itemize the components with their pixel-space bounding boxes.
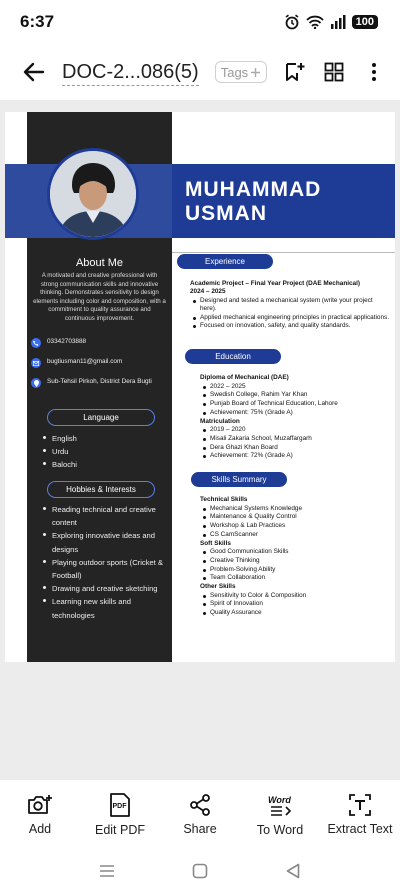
status-bar (0, 0, 400, 44)
list-item: Punjab Board of Technical Education, Lahore (200, 400, 390, 409)
hobbies-list (43, 503, 163, 622)
education-section (200, 374, 390, 461)
add-label: Add (28, 822, 52, 836)
experience-heading: Experience (177, 254, 273, 269)
plus-icon (250, 67, 261, 78)
list-item: 2019 – 2020 (200, 426, 390, 435)
extract-text-label: Extract Text (327, 822, 393, 836)
person-silhouette-icon (50, 151, 136, 237)
list-item: Quality Assurance (200, 609, 390, 618)
phone-icon (31, 338, 41, 348)
navigation-bar (0, 850, 400, 892)
to-word-label: To Word (256, 823, 304, 837)
education-title: Matriculation (200, 417, 240, 425)
list-item: CS CamScanner (200, 531, 390, 540)
about-text: A motivated and creative professional with strong communication skills and innovative thinking. Demonstrates sensitivity to design elements including color and composition, with a commitment to quality assurance and continuous improvement. (33, 272, 166, 322)
battery-icon: 100 (352, 15, 378, 29)
email-icon (31, 358, 41, 368)
arrow-left-icon (23, 62, 45, 82)
home-button[interactable] (190, 861, 210, 881)
contact-phone (31, 338, 86, 348)
pdf-file-icon (109, 793, 131, 817)
list-item: Drawing and creative sketching (43, 582, 163, 595)
language-list (43, 432, 163, 471)
signal-icon (330, 15, 346, 29)
top-actions (280, 58, 388, 86)
email-address: bugtiusman11@gmail.com (47, 358, 123, 365)
svg-text:PDF: PDF (112, 803, 127, 810)
contact-email (31, 358, 122, 368)
top-bar (0, 44, 400, 100)
recent-apps-button[interactable] (97, 861, 117, 881)
list-item: Creative Thinking (200, 557, 390, 566)
profile-photo (47, 148, 139, 240)
list-item: Dera Ghazi Khan Board (200, 444, 390, 453)
more-vertical-icon (371, 62, 377, 82)
address-text: Sub-Tehsil Pirkoh, District Dera Bugti (47, 378, 152, 385)
education-heading: Education (185, 349, 281, 364)
text-scan-icon (349, 794, 371, 816)
list-item: Applied mechanical engineering principles in practical applications. (190, 314, 390, 322)
back-nav-button[interactable] (283, 861, 303, 881)
list-item: Problem-Solving Ability (200, 566, 390, 575)
language-heading: Language (47, 409, 155, 426)
add-button[interactable] (0, 780, 80, 850)
share-icon (189, 794, 211, 816)
share-button[interactable] (160, 780, 240, 850)
experience-section (190, 280, 390, 330)
svg-text:Word: Word (268, 795, 291, 805)
location-pin-icon (31, 378, 41, 388)
share-label: Share (183, 822, 217, 836)
tags-button[interactable] (215, 61, 267, 83)
list-item: English (43, 432, 163, 445)
list-item: Team Collaboration (200, 574, 390, 583)
list-item: Mechanical Systems Knowledge (200, 505, 390, 514)
name-last: USMAN (185, 202, 267, 225)
back-button[interactable] (20, 58, 48, 86)
list-item: Spirit of Innovation (200, 600, 390, 609)
list-item: Good Communication Skills (200, 548, 390, 557)
list-item: Learning new skills and technologies (43, 595, 163, 621)
more-options-button[interactable] (360, 58, 388, 86)
skills-heading: Skills Summary (191, 472, 287, 487)
wifi-icon (306, 15, 324, 29)
tags-label: Tags (220, 64, 249, 80)
home-square-icon (192, 863, 208, 879)
list-item: 2022 – 2025 (200, 383, 390, 392)
skills-group-title: Other Skills (200, 583, 236, 591)
name-first: MUHAMMAD (185, 178, 322, 201)
status-icons (284, 14, 378, 30)
about-heading: About Me (75, 257, 124, 269)
list-item: Designed and tested a mechanical system (write your project here). (190, 297, 390, 314)
list-item: Misali Zakaria School, Muzaffargarh (200, 435, 390, 444)
contact-address (31, 378, 161, 388)
edit-pdf-button[interactable] (80, 780, 160, 850)
extract-text-button[interactable] (320, 780, 400, 850)
skills-group-title: Soft Skills (200, 539, 231, 547)
list-item: Urdu (43, 445, 163, 458)
list-item: Swedish College, Rahim Yar Khan (200, 391, 390, 400)
skills-section (200, 496, 390, 618)
list-item: Achievement: 75% (Grade A) (200, 409, 390, 418)
list-item: Balochi (43, 458, 163, 471)
menu-icon (99, 864, 115, 878)
list-item: Workshop & Lab Practices (200, 522, 390, 531)
resume-page (5, 112, 395, 662)
document-viewer[interactable] (0, 100, 400, 780)
grid-view-button[interactable] (320, 58, 348, 86)
education-title: Diploma of Mechanical (DAE) (200, 374, 289, 381)
back-triangle-icon (286, 863, 300, 879)
edit-pdf-label: Edit PDF (94, 823, 145, 837)
alarm-icon (284, 14, 300, 30)
grid-icon (324, 62, 344, 82)
list-item: Exploring innovative ideas and designs (43, 529, 163, 555)
list-item: Reading technical and creative content (43, 503, 163, 529)
status-time: 6:37 (20, 12, 55, 31)
bookmark-add-button[interactable] (280, 58, 308, 86)
hobbies-heading: Hobbies & Interests (47, 481, 155, 498)
experience-title: Academic Project – Final Year Project (DAE Mechanical) (190, 280, 361, 287)
word-file-icon (267, 793, 293, 817)
list-item: Achievement: 72% (Grade A) (200, 452, 390, 461)
bookmark-add-icon (283, 61, 305, 83)
list-item: Maintenance & Quality Control (200, 513, 390, 522)
list-item: Playing outdoor sports (Cricket & Football) (43, 556, 163, 582)
document-title[interactable]: DOC-2...086(5) (62, 59, 199, 86)
camera-add-icon (27, 794, 53, 816)
phone-number: 03342703888 (47, 338, 87, 345)
bottom-toolbar (0, 780, 400, 850)
to-word-button[interactable] (240, 780, 320, 850)
list-item: Sensitivity to Color & Composition (200, 592, 390, 601)
experience-dates: 2024 – 2025 (190, 288, 226, 296)
skills-group-title: Technical Skills (200, 496, 248, 503)
list-item: Focused on innovation, safety, and quality standards. (190, 322, 390, 330)
